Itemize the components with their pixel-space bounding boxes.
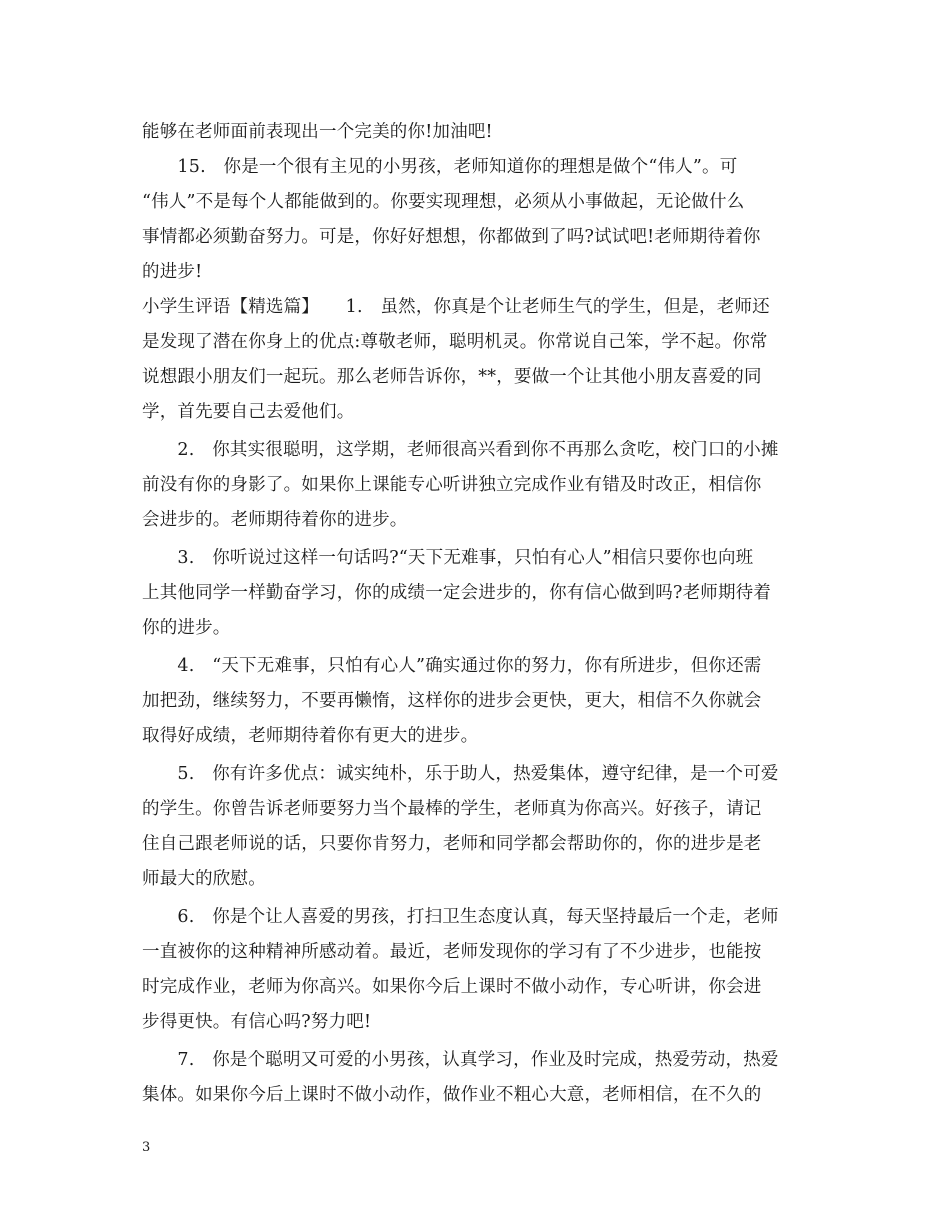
text-line: 的进步!: [142, 262, 203, 282]
text-line: 15. 你是一个很有主见的小男孩，老师知道你的理想是做个“伟人”。可: [142, 157, 738, 177]
text-line: 6. 你是个让人喜爱的男孩，打扫卫生态度认真，每天坚持最后一个走，老师: [142, 907, 779, 927]
text-line: 加把劲，继续努力，不要再懒惰，这样你的进步会更快，更大，相信不久你就会: [142, 691, 762, 711]
text-line: 学，首先要自己去爱他们。: [142, 402, 355, 422]
text-line: 上其他同学一样勤奋学习，你的成绩一定会进步的，你有信心做到吗?老师期待着: [142, 583, 772, 603]
text-line: “伟人”不是每个人都能做到的。你要实现理想，必须从小事做起，无论做什么: [142, 192, 745, 212]
text-line: 时完成作业，老师为你高兴。如果你今后上课时不做小动作，专心听讲，你会进: [142, 977, 762, 997]
text-line: 是发现了潜在你身上的优点:尊敬老师，聪明机灵。你常说自己笨，学不起。你常: [142, 332, 768, 352]
text-line: 步得更快。有信心吗?努力吧!: [142, 1012, 372, 1032]
text-line: 4. “天下无难事，只怕有心人”确实通过你的努力，你有所进步，但你还需: [142, 656, 762, 676]
text-line: 5. 你有许多优点：诚实纯朴，乐于助人，热爱集体，遵守纪律，是一个可爱: [142, 764, 779, 784]
section-heading-line: 小学生评语【精选篇】 1. 虽然，你真是个让老师生气的学生，但是，老师还: [142, 297, 770, 317]
text-line: 前没有你的身影了。如果你上课能专心听讲独立完成作业有错及时改正，相信你: [142, 475, 762, 495]
text-line: 一直被你的这种精神所感动着。最近，老师发现你的学习有了不少进步，也能按: [142, 942, 762, 962]
text-line: 说想跟小朋友们一起玩。那么老师告诉你，**，要做一个让其他小朋友喜爱的同: [142, 367, 762, 387]
text-line: 集体。如果你今后上课时不做小动作，做作业不粗心大意，老师相信，在不久的: [142, 1085, 762, 1105]
text-line: 2. 你其实很聪明，这学期，老师很高兴看到你不再那么贪吃，校门口的小摊: [142, 440, 779, 460]
text-line: 事情都必须勤奋努力。可是，你好好想想，你都做到了吗?试试吧!老师期待着你: [142, 227, 761, 247]
text-line: 你的进步。: [142, 618, 231, 638]
text-line: 会进步的。老师期待着你的进步。: [142, 510, 408, 530]
text-line: 的学生。你曾告诉老师要努力当个最棒的学生，老师真为你高兴。好孩子，请记: [142, 799, 762, 819]
text-line: 住自己跟老师说的话，只要你肯努力，老师和同学都会帮助你的，你的进步是老: [142, 834, 762, 854]
text-line: 师最大的欣慰。: [142, 869, 266, 889]
text-line: 能够在老师面前表现出一个完美的你!加油吧!: [142, 122, 493, 142]
page-number: 3: [142, 1140, 151, 1155]
text-line: 3. 你听说过这样一句话吗?“天下无难事，只怕有心人”相信只要你也向班: [142, 548, 754, 568]
text-line: 取得好成绩，老师期待着你有更大的进步。: [142, 726, 479, 746]
text-line: 7. 你是个聪明又可爱的小男孩，认真学习，作业及时完成，热爱劳动，热爱: [142, 1050, 779, 1070]
